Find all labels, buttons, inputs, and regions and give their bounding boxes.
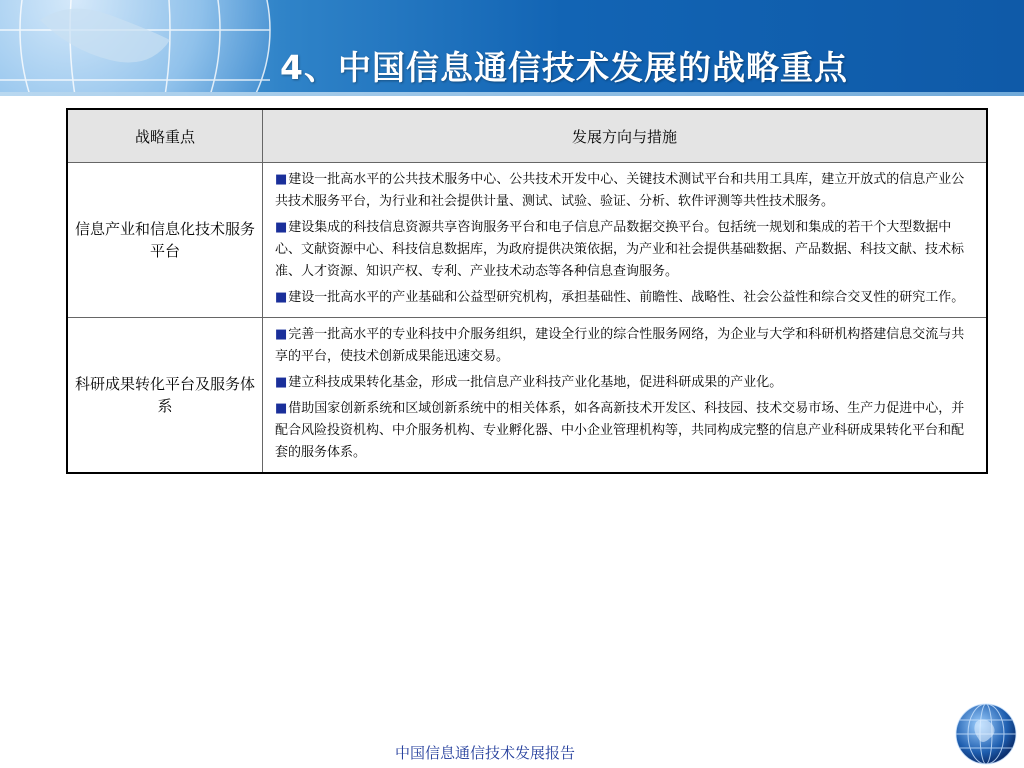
measure-text: 借助国家创新系统和区域创新系统中的相关体系，如各高新技术开发区、科技园、技术交易市场、生产力促进中心，并配合风险投资机构、中介服务机构、专业孵化器、中小企业管理机构等，共同构成完整的信息产业科研成果转化平台和配套的服务体系。 bbox=[275, 401, 965, 460]
measure-item bbox=[275, 217, 972, 283]
column-header-measures: 发展方向与措施 bbox=[263, 109, 988, 163]
measure-text: 完善一批高水平的专业科技中介服务组织，建设全行业的综合性服务网络，为企业与大学和科研机构搭建信息交流与共享的平台，使技术创新成果能迅速交易。 bbox=[275, 327, 965, 364]
measure-text: 建设集成的科技信息资源共享咨询服务平台和电子信息产品数据交换平台。包括统一规划和集成的若干个大型数据中心、文献资源中心、科技信息数据库，为政府提供决策依据，为产业和社会提供基础数据、产品数据、科技文献、技术标准、人才资源、知识产权、专利、产业技术动态等各种信息查询服务。 bbox=[275, 220, 965, 279]
table-header-row bbox=[67, 109, 987, 163]
measure-text: 建立科技成果转化基金，形成一批信息产业科技产业化基地，促进科研成果的产业化。 bbox=[288, 375, 783, 390]
measure-item bbox=[275, 287, 972, 309]
measure-text: 建设一批高水平的公共技术服务中心、公共技术开发中心、关键技术测试平台和共用工具库，建立开放式的信息产业公共技术服务平台，为行业和社会提供计量、测试、试验、验证、分析、软件评测等共性技术服务。 bbox=[275, 172, 965, 209]
column-header-focus: 战略重点 bbox=[67, 109, 263, 163]
globe-logo-icon bbox=[954, 702, 1018, 766]
square-bullet-icon: ■ bbox=[275, 401, 288, 416]
slide-title: 4、中国信息通信技术发展的战略重点 bbox=[280, 48, 848, 87]
header-divider bbox=[0, 92, 1024, 96]
square-bullet-icon: ■ bbox=[275, 172, 288, 187]
square-bullet-icon: ■ bbox=[275, 290, 288, 305]
row-key: 科研成果转化平台及服务体系 bbox=[67, 318, 263, 474]
measure-item bbox=[275, 324, 972, 368]
measure-item bbox=[275, 398, 972, 464]
table-row bbox=[67, 318, 987, 474]
square-bullet-icon: ■ bbox=[275, 220, 288, 235]
square-bullet-icon: ■ bbox=[275, 375, 288, 390]
measure-text: 建设一批高水平的产业基础和公益型研究机构，承担基础性、前瞻性、战略性、社会公益性和综合交叉性的研究工作。 bbox=[288, 290, 965, 305]
measure-item bbox=[275, 372, 972, 394]
measure-item bbox=[275, 169, 972, 213]
table-row bbox=[67, 163, 987, 318]
row-key: 信息产业和信息化技术服务平台 bbox=[67, 163, 263, 318]
slide-footer: 中国信息通信技术发展报告 bbox=[394, 744, 575, 762]
strategy-table bbox=[66, 108, 988, 474]
slide-header bbox=[0, 0, 1024, 92]
row-measures bbox=[263, 163, 988, 318]
row-measures bbox=[263, 318, 988, 474]
square-bullet-icon: ■ bbox=[275, 327, 288, 342]
